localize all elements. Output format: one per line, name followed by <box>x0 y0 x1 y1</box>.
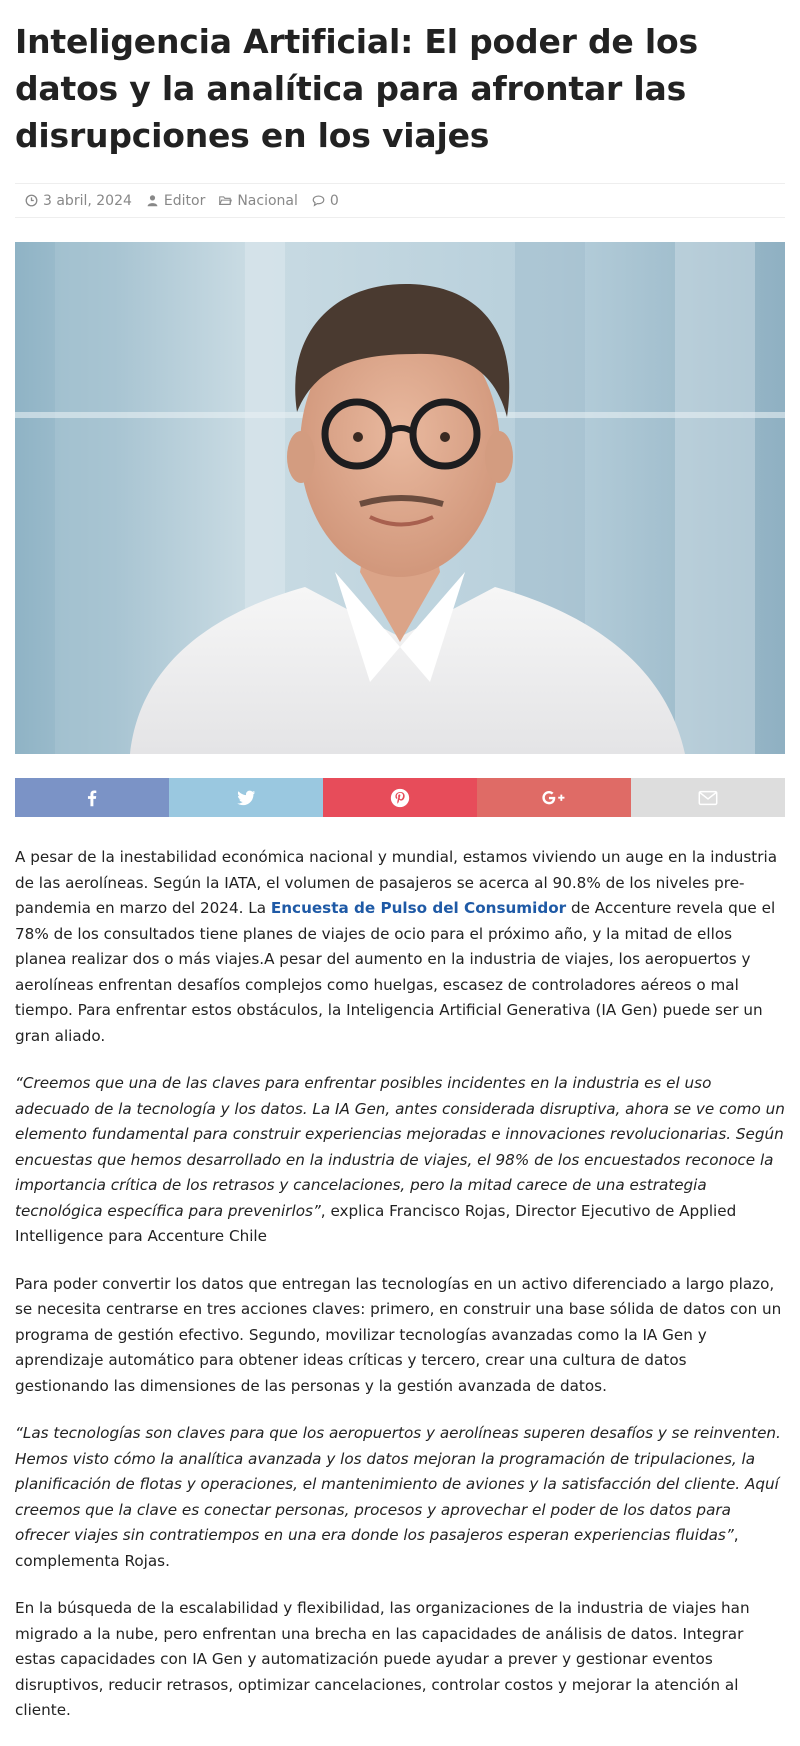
portrait-photo <box>15 242 785 754</box>
paragraph-1-text-a: A pesar de la inestabilidad económica nacional y mundial, estamos viviendo un auge en la industria de las aerolíneas. Según la IATA, el volumen de pasajeros se acerca al 90.8% de los niveles pre-pandemia en marzo del 2024. La <box>15 848 778 917</box>
paragraph-3: Para poder convertir los datos que entregan las tecnologías en un activo diferenciado a largo plazo, se necesita centrarse en tres acciones claves: primero, en construir una base sólida de datos con un programa de gestión efectivo. Segundo, movilizar tecnologías avanzadas como la IA Gen y aprendizaje automático para obtener ideas críticas y tercero, crear una cultura de datos gestionando las dimensiones de las personas y la gestión avanzada de datos. <box>15 1274 782 1395</box>
meta-author[interactable] <box>146 193 205 209</box>
facebook-icon <box>81 787 103 809</box>
article-body <box>15 845 785 1746</box>
share-email-button[interactable] <box>631 778 785 817</box>
meta-date-text: 3 abril, 2024 <box>43 192 132 209</box>
paragraph-1 <box>15 845 785 1049</box>
article-meta-bar <box>15 183 785 218</box>
meta-comments-count[interactable]: 0 <box>329 192 339 209</box>
share-bar <box>15 778 785 817</box>
paragraph-2 <box>15 1071 785 1250</box>
folder-icon <box>219 194 232 207</box>
share-twitter-button[interactable] <box>169 778 323 817</box>
featured-image <box>15 242 785 754</box>
meta-author-text[interactable]: Editor <box>163 192 206 209</box>
share-pinterest-button[interactable] <box>323 778 477 817</box>
paragraph-4 <box>15 1421 785 1574</box>
quote-1: “Creemos que una de las claves para enfrentar posibles incidentes en la industria es el uso adecuado de la tecnología y los datos. La IA Gen, antes considerada disruptiva, ahora se ve como un elemento fundamental para construir experiencias mejoradas e innovaciones revolucionarias. Según encuestas que hemos desarrollado en la industria de viajes, el 98% de los encuestados reconoce la importancia crítica de los retrasos y cancelaciones, pero la mitad carece de una estrategia tecnológica específica para prevenirlos” <box>15 1074 785 1220</box>
share-google-plus-button[interactable] <box>477 778 631 817</box>
comment-icon <box>312 194 325 207</box>
email-icon <box>697 787 719 809</box>
paragraph-5: En la búsqueda de la escalabilidad y flexibilidad, las organizaciones de la industria de viajes han migrado a la nube, pero enfrentan una brecha en las capacidades de análisis de datos. Integrar estas capacidades con IA Gen y automatización puede ayudar a prever y gestionar eventos disruptivos, reducir retrasos, optimizar cancelaciones, controlar costos y mejorar la atención al cliente. <box>15 1599 750 1719</box>
article-title: Inteligencia Artificial: El poder de los datos y la analítica para afrontar las disrupciones en los viajes <box>15 22 698 155</box>
paragraph-1-text-b: de Accenture revela que el 78% de los consultados tiene planes de viajes de ocio para el próximo año, y la mitad de ellos planea realizar dos o más viajes.A pesar del aumento en la industria de viajes, los aeropuertos y aerolíneas enfrentan desafíos complejos como huelgas, escasez de controladores aéreos o mal tiempo. Para enfrentar estos obstáculos, la Inteligencia Artificial Generativa (IA Gen) puede ser un gran aliado. <box>15 899 776 1045</box>
quote-2: “Las tecnologías son claves para que los aeropuertos y aerolíneas superen desafíos y se reinventen. Hemos visto cómo la analítica avanzada y los datos mejoran la programación de tripulaciones, la planificación de flotas y operaciones, el mantenimiento de aviones y la satisfacción del cliente. Aquí creemos que la clave es conectar personas, procesos y aprovechar el poder de los datos para ofrecer viajes sin contratiempos en una era donde los pasajeros esperan experiencias fluidas” <box>15 1424 781 1544</box>
meta-date <box>25 193 132 209</box>
user-icon <box>146 194 159 207</box>
consumer-pulse-survey-link[interactable]: Encuesta de Pulso del Consumidor <box>270 899 567 917</box>
share-facebook-button[interactable] <box>15 778 169 817</box>
meta-category-text[interactable]: Nacional <box>237 192 298 209</box>
clock-icon <box>25 194 38 207</box>
pinterest-icon <box>389 787 411 809</box>
twitter-icon <box>235 787 257 809</box>
google-plus-icon <box>539 787 569 809</box>
quote-1-attribution: , explica Francisco Rojas, Director Ejecutivo de Applied Intelligence para Accenture Chile <box>15 1201 737 1245</box>
quote-2-attribution: , complementa Rojas. <box>15 1526 739 1570</box>
meta-comments[interactable] <box>312 193 339 209</box>
meta-category[interactable] <box>219 193 298 209</box>
